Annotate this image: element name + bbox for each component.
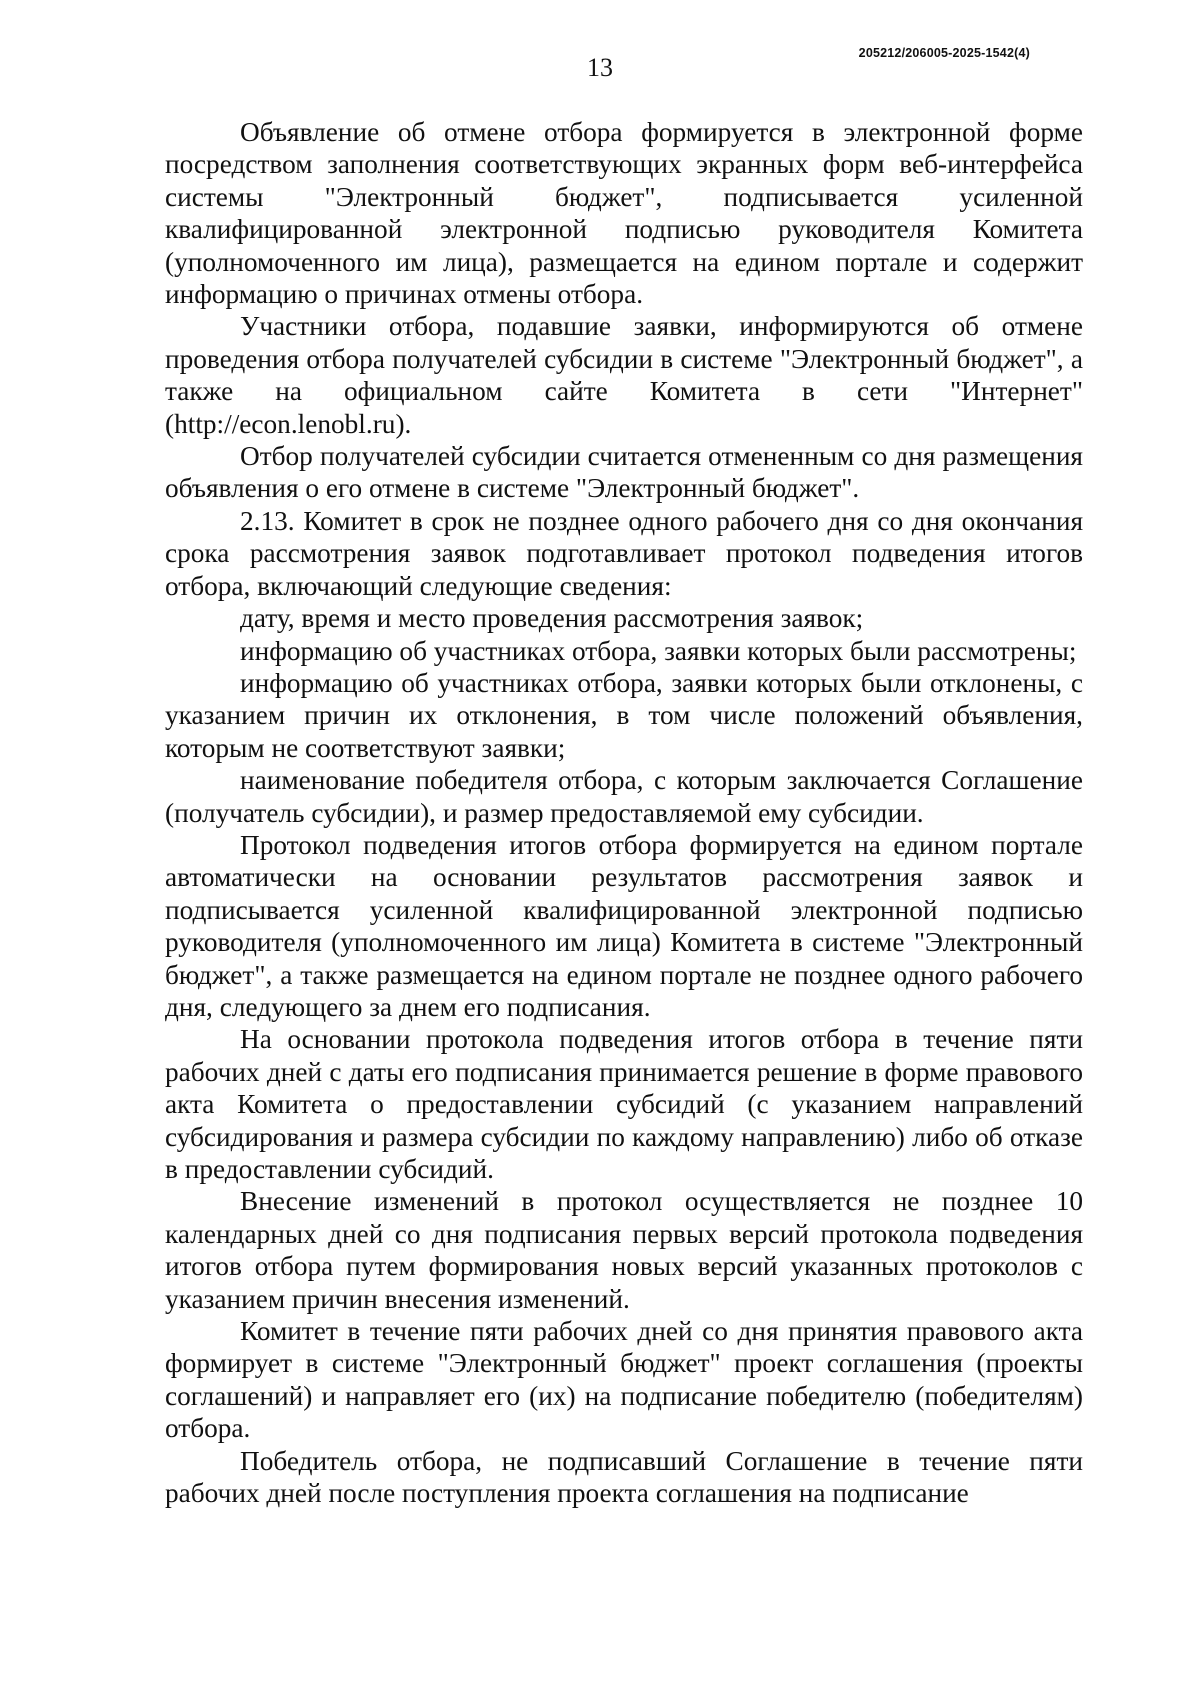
- page-number: 13: [587, 53, 613, 82]
- paragraph-clause-2-13: 2.13. Комитет в срок не позднее одного рабочего дня со дня окончания срока рассмотрения заявок подготавливает протокол подведения итогов отбора, включающий следующие сведения:: [165, 505, 1083, 601]
- paragraph-winner-not-signed: Победитель отбора, не подписавший Соглашение в течение пяти рабочих дней после поступления проекта соглашения на подписание: [165, 1445, 1083, 1509]
- paragraph-list-item-considered: информацию об участниках отбора, заявки которых были рассмотрены;: [240, 635, 1077, 666]
- paragraph-agreement-draft: Комитет в течение пяти рабочих дней со дня принятия правового акта формирует в системе "Электронный бюджет" проект соглашения (проекты соглашений) и направляет его (их) на подписание победителю (победителям) отбора.: [165, 1316, 1083, 1444]
- paragraph-selection-cancelled: Отбор получателей субсидии считается отмененным со дня размещения объявления о его отмене в системе "Электронный бюджет".: [165, 441, 1083, 504]
- paragraph-list-item-rejected: информацию об участниках отбора, заявки которых были отклонены, с указанием причин их отклонения, в том числе положений объявления, которым не соответствуют заявки;: [165, 667, 1083, 763]
- paragraph-list-item-winner: наименование победителя отбора, с которым заключается Соглашение (получатель субсидии), и размер предоставляемой ему субсидии.: [165, 765, 1083, 828]
- paragraph-changes: Внесение изменений в протокол осуществляется не позднее 10 календарных дней со дня подписания первых версий протокола подведения итогов отбора путем формирования новых версий указанных протоколов с указанием причин внесения изменений.: [165, 1186, 1083, 1314]
- document-code: 205212/206005-2025-1542(4): [858, 46, 1030, 60]
- paragraph-cancellation-notice: Объявление об отмене отбора формируется в электронной форме посредством заполнения соответствующих экранных форм веб-интерфейса системы "Электронный бюджет", подписывается усиленной квалифицированной электронной подписью руководителя Комитета (уполномоченного им лица), размещается на едином портале и содержит информацию о причинах отмены отбора.: [165, 117, 1083, 310]
- paragraph-decision: На основании протокола подведения итогов отбора в течение пяти рабочих дней с даты его подписания принимается решение в форме правового акта Комитета о предоставлении субсидий (с указанием направлений субсидирования и размера субсидии по каждому направлению) либо об отказе в предоставлении субсидий.: [165, 1024, 1083, 1184]
- paragraph-participants-informed: Участники отбора, подавшие заявки, информируются об отмене проведения отбора получателей субсидии в системе "Электронный бюджет", а также на официальном сайте Комитета в сети "Интернет" (http://econ.lenobl.ru).: [165, 311, 1083, 439]
- paragraph-list-item-date: дату, время и место проведения рассмотрения заявок;: [240, 603, 864, 634]
- paragraph-protocol: Протокол подведения итогов отбора формируется на едином портале автоматически на основании результатов рассмотрения заявок и подписывается усиленной квалифицированной электронной подписью руководителя (уполномоченного им лица) Комитета в системе "Электронный бюджет", а также размещается на едином портале не позднее одного рабочего дня, следующего за днем его подписания.: [165, 829, 1083, 1022]
- document-body: [165, 116, 1083, 1509]
